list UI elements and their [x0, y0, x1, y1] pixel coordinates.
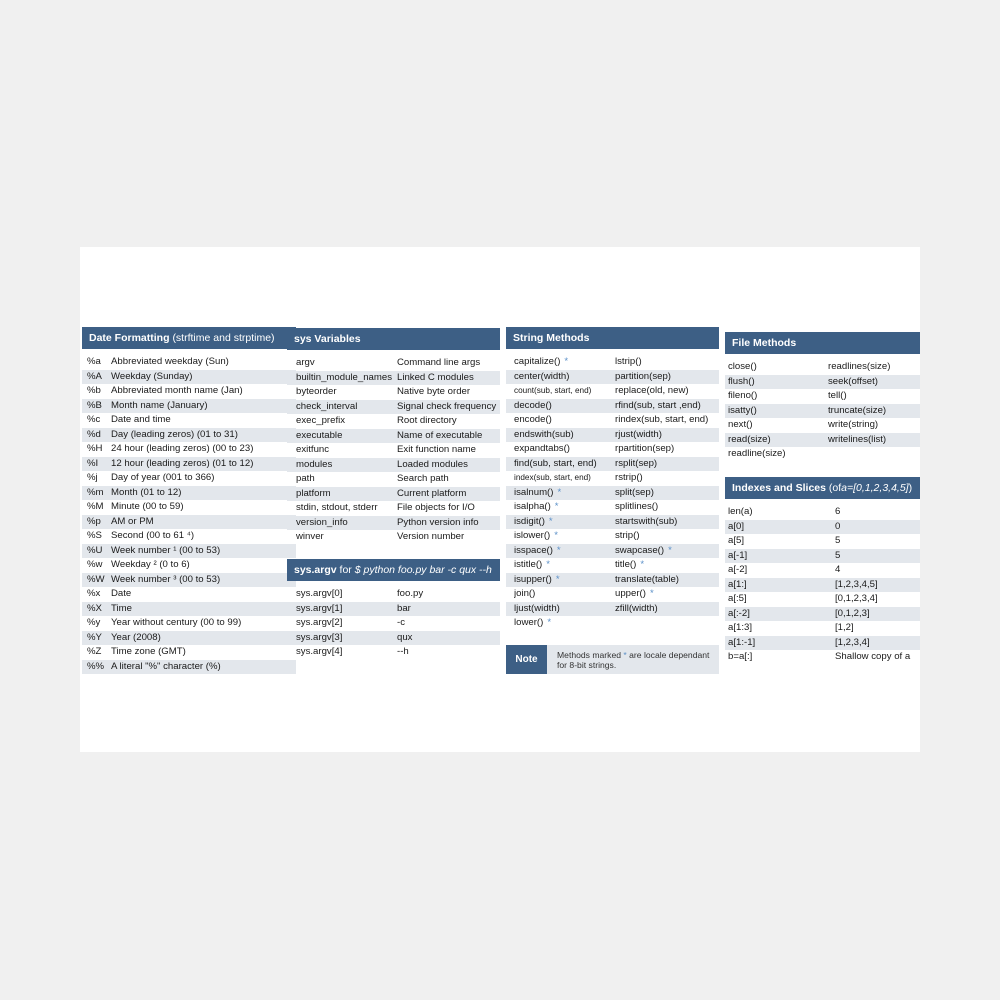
sys-variable-row	[287, 443, 500, 458]
sys-argv-for: for	[339, 564, 352, 576]
slice-expression: a[-2]	[728, 564, 748, 575]
sys-argv-title: sys.argv	[294, 564, 337, 576]
format-code: %%	[87, 660, 105, 672]
string-method-right: zfill(width)	[615, 602, 658, 614]
sys-variable-name: path	[296, 473, 315, 484]
slice-expression: a[0]	[728, 520, 745, 532]
format-description: Time	[111, 602, 132, 614]
slice-result: Shallow copy of a	[835, 651, 911, 662]
format-code: %a	[87, 356, 101, 367]
file-method-right: readlines(size)	[828, 361, 891, 372]
note-label: Note	[506, 645, 547, 674]
format-description: Weekday (Sunday)	[111, 370, 193, 382]
format-description: Day (leading zeros) (01 to 31)	[111, 428, 238, 440]
string-method-row	[506, 428, 719, 443]
sys-variables-title: sys Variables	[294, 333, 361, 345]
string-method-right: lstrip()	[615, 356, 642, 367]
slice-result: 0	[835, 520, 841, 532]
format-code: %d	[87, 428, 101, 440]
string-method-right-star: *	[649, 588, 654, 599]
string-method-left: capitalize()	[514, 356, 561, 367]
sys-variable-description: Search path	[397, 473, 449, 484]
format-description: AM or PM	[111, 515, 154, 527]
string-method-row	[506, 442, 719, 457]
date-format-row	[82, 384, 296, 399]
sys-argv-row	[287, 587, 500, 602]
string-method-right: swapcase()	[615, 544, 665, 556]
date-format-row	[82, 370, 296, 385]
file-methods-title: File Methods	[732, 337, 797, 349]
date-formatting-section	[82, 327, 296, 674]
sys-variable-description: Exit function name	[397, 444, 476, 455]
slice-expression: a[1:-1]	[728, 636, 756, 648]
date-format-row	[82, 529, 296, 544]
date-format-row	[82, 587, 296, 602]
slice-row	[725, 650, 920, 665]
sys-variables-section	[287, 328, 500, 545]
slice-row	[725, 592, 920, 607]
string-method-right: rpartition(sep)	[615, 443, 675, 454]
string-method-row	[506, 558, 719, 573]
file-method-left: isatty()	[728, 404, 757, 416]
string-method-right: title()	[615, 559, 637, 570]
string-method-left: isspace()	[514, 544, 553, 556]
format-description: Day of year (001 to 366)	[111, 472, 215, 483]
slice-row	[725, 621, 920, 636]
sys-argv-row	[287, 631, 500, 646]
slice-result: 5	[835, 535, 841, 546]
sys-argv-name: sys.argv[2]	[296, 617, 343, 628]
sys-variable-name: stdin, stdout, stderr	[296, 502, 378, 513]
string-method-left: center(width)	[514, 370, 570, 382]
date-format-row	[82, 645, 296, 660]
string-method-right: rsplit(sep)	[615, 457, 658, 469]
sys-variables-header	[287, 328, 500, 350]
string-method-left-star: *	[555, 573, 560, 585]
format-description: Month (01 to 12)	[111, 486, 182, 498]
string-method-row	[506, 413, 719, 428]
slice-result: [1,2,3,4]	[835, 636, 870, 648]
slice-expression: a[:5]	[728, 593, 747, 604]
sys-argv-name: sys.argv[4]	[296, 646, 343, 657]
string-method-row	[506, 399, 719, 414]
slice-expression: a[1:]	[728, 578, 747, 590]
indexes-slices-table	[725, 505, 920, 665]
sys-argv-value: foo.py	[397, 588, 424, 599]
date-format-row	[82, 500, 296, 515]
string-method-row	[506, 370, 719, 385]
format-code: %p	[87, 515, 101, 527]
sys-variable-name: version_info	[296, 516, 348, 528]
sys-argv-value: -c	[397, 617, 405, 628]
file-method-row	[725, 375, 920, 390]
sys-argv-section	[287, 559, 500, 660]
string-method-right: strip()	[615, 530, 640, 541]
string-method-left-star: *	[554, 530, 558, 541]
sys-variable-description: Linked C modules	[397, 371, 474, 383]
string-method-left: islower()	[514, 530, 551, 541]
string-method-row	[506, 500, 719, 515]
date-format-row	[82, 660, 296, 675]
sys-variable-description: Native byte order	[397, 386, 471, 397]
string-method-row	[506, 616, 719, 631]
sys-variable-name: exec_prefix	[296, 415, 346, 426]
string-method-right: partition(sep)	[615, 370, 671, 382]
string-method-right: replace(old, new)	[615, 385, 689, 396]
sys-variable-row	[287, 356, 500, 371]
date-format-row	[82, 428, 296, 443]
sys-variable-name: byteorder	[296, 386, 337, 397]
string-methods-section	[506, 327, 719, 631]
sys-variable-name: modules	[296, 458, 333, 470]
string-method-left: lower()	[514, 617, 544, 628]
date-format-row	[82, 616, 296, 631]
indexes-slices-title: Indexes and Slices	[732, 482, 826, 494]
format-description: A literal "%" character (%)	[111, 660, 221, 672]
sys-argv-header	[287, 559, 500, 581]
format-code: %M	[87, 501, 104, 512]
string-method-left-star: *	[546, 559, 550, 570]
format-code: %Y	[87, 631, 102, 643]
string-method-right: rstrip()	[615, 472, 643, 483]
sys-argv-value: --h	[397, 646, 409, 657]
string-method-left-star: *	[554, 501, 559, 512]
date-format-row	[82, 399, 296, 414]
format-description: Date	[111, 588, 132, 599]
format-code: %W	[87, 573, 105, 585]
file-method-left: close()	[728, 361, 757, 372]
string-method-right-star: *	[668, 544, 672, 556]
string-method-row	[506, 457, 719, 472]
sys-variable-name: executable	[296, 429, 343, 441]
string-method-left: isupper()	[514, 573, 552, 585]
string-method-left: index(sub, start, end)	[514, 473, 591, 482]
date-format-row	[82, 457, 296, 472]
date-format-row	[82, 471, 296, 486]
sys-variable-description: Name of executable	[397, 429, 483, 441]
file-method-right: tell()	[828, 390, 847, 401]
indexes-slices-subtitle-post: )	[908, 482, 913, 494]
date-format-row	[82, 442, 296, 457]
sys-variable-name: argv	[296, 357, 315, 368]
file-method-right: write(string)	[828, 419, 879, 430]
file-method-left: fileno()	[728, 390, 758, 401]
string-method-row	[506, 587, 719, 602]
date-format-row	[82, 558, 296, 573]
slice-result: [1,2,3,4,5]	[835, 578, 878, 590]
string-method-right: split(sep)	[615, 486, 654, 498]
format-description: Year (2008)	[111, 631, 161, 643]
date-formatting-subtitle: (strftime and strptime)	[172, 332, 275, 344]
note-text-before: Methods marked	[557, 650, 622, 660]
string-method-left: isdigit()	[514, 515, 545, 527]
sys-argv-name: sys.argv[3]	[296, 631, 343, 643]
string-method-left-star: *	[547, 617, 552, 628]
format-code: %w	[87, 559, 103, 570]
slice-row	[725, 607, 920, 622]
string-method-left: encode()	[514, 414, 552, 425]
format-code: %j	[87, 472, 98, 483]
format-code: %I	[87, 457, 99, 469]
string-method-row	[506, 486, 719, 501]
file-method-left: readline(size)	[728, 448, 786, 459]
file-method-row	[725, 418, 920, 433]
sys-variable-row	[287, 385, 500, 400]
string-method-left: count(sub, start, end)	[514, 386, 592, 395]
sys-variable-row	[287, 516, 500, 531]
string-methods-header	[506, 327, 719, 349]
string-methods-table	[506, 355, 719, 631]
sys-variable-description: Version number	[397, 531, 465, 542]
sys-variable-name: builtin_module_names	[296, 371, 392, 383]
sys-variable-row	[287, 501, 500, 516]
format-code: %B	[87, 399, 102, 411]
sys-variable-description: Loaded modules	[397, 458, 468, 470]
file-method-row	[725, 389, 920, 404]
sys-argv-name: sys.argv[0]	[296, 588, 343, 599]
date-format-row	[82, 631, 296, 646]
sys-variable-row	[287, 530, 500, 545]
format-description: Abbreviated month name (Jan)	[111, 385, 243, 396]
string-method-row	[506, 529, 719, 544]
format-code: %y	[87, 617, 101, 628]
format-code: %b	[87, 385, 101, 396]
slice-expression: a[1:3]	[728, 622, 753, 633]
file-method-left: flush()	[728, 375, 755, 387]
slice-result: [0,1,2,3,4]	[835, 593, 878, 604]
string-method-left-star: *	[557, 486, 562, 498]
format-description: Weekday ² (0 to 6)	[111, 559, 190, 570]
date-format-row	[82, 413, 296, 428]
file-method-row	[725, 447, 920, 462]
sys-argv-row	[287, 645, 500, 660]
sys-variables-table	[287, 356, 500, 545]
string-method-row	[506, 471, 719, 486]
format-description: Minute (00 to 59)	[111, 501, 184, 512]
string-method-row	[506, 544, 719, 559]
date-format-row	[82, 602, 296, 617]
string-method-right-star: *	[640, 559, 645, 570]
sys-variable-row	[287, 458, 500, 473]
string-method-left: decode()	[514, 399, 552, 411]
sys-variable-row	[287, 400, 500, 415]
sys-argv-command: $ python foo.py bar -c qux --h	[354, 564, 492, 576]
file-method-left: read(size)	[728, 433, 771, 445]
string-method-right: splitlines()	[615, 501, 659, 512]
string-method-left: isalpha()	[514, 501, 551, 512]
indexes-slices-section	[725, 477, 920, 665]
date-format-row	[82, 355, 296, 370]
sys-variable-description: Signal check frequency	[397, 400, 497, 412]
file-method-left: next()	[728, 419, 753, 430]
format-code: %c	[87, 414, 101, 425]
sys-variable-description: Current platform	[397, 487, 467, 499]
sys-argv-table	[287, 587, 500, 660]
date-format-row	[82, 573, 296, 588]
sys-variable-description: File objects for I/O	[397, 502, 475, 513]
string-methods-title: String Methods	[513, 332, 590, 344]
slice-result: [0,1,2,3]	[835, 607, 870, 619]
slice-result: 6	[835, 506, 841, 517]
note-text-after: are locale dependant for 8-bit strings.	[557, 650, 710, 670]
sys-variable-row	[287, 487, 500, 502]
format-code: %S	[87, 530, 102, 541]
file-methods-table	[725, 360, 920, 462]
format-code: %x	[87, 588, 101, 599]
file-method-right: truncate(size)	[828, 404, 887, 416]
format-description: 24 hour (leading zeros) (00 to 23)	[111, 443, 254, 454]
format-code: %m	[87, 486, 104, 498]
slice-row	[725, 534, 920, 549]
slice-result: 4	[835, 564, 841, 575]
date-formatting-title: Date Formatting	[89, 332, 170, 344]
string-method-left: expandtabs()	[514, 443, 570, 454]
sys-argv-value: bar	[397, 602, 411, 614]
format-code: %Z	[87, 646, 102, 657]
string-method-left: endswith(sub)	[514, 428, 574, 440]
format-description: Second (00 to 61 ⁴)	[111, 530, 195, 541]
note-box	[506, 645, 719, 674]
file-methods-header	[725, 332, 920, 354]
sys-variable-row	[287, 472, 500, 487]
sys-variable-row	[287, 414, 500, 429]
date-format-row	[82, 515, 296, 530]
string-method-left: isalnum()	[514, 486, 554, 498]
string-method-row	[506, 384, 719, 399]
date-format-row	[82, 544, 296, 559]
file-methods-section	[725, 332, 920, 462]
slice-expression: a[5]	[728, 535, 745, 546]
string-method-left-star: *	[556, 544, 561, 556]
string-method-right: rindex(sub, start, end)	[615, 414, 709, 425]
sys-argv-name: sys.argv[1]	[296, 602, 343, 614]
slice-row	[725, 636, 920, 651]
sys-argv-row	[287, 602, 500, 617]
date-format-row	[82, 486, 296, 501]
sys-variable-row	[287, 371, 500, 386]
slice-row	[725, 563, 920, 578]
slice-result: [1,2]	[835, 622, 854, 633]
slice-result: 5	[835, 549, 841, 561]
format-description: Week number ³ (00 to 53)	[111, 573, 221, 585]
string-method-right: upper()	[615, 588, 646, 599]
string-method-right: rfind(sub, start ,end)	[615, 399, 701, 411]
cheat-sheet-poster	[80, 247, 920, 752]
sys-variable-name: exitfunc	[296, 444, 330, 455]
sys-variable-description: Root directory	[397, 415, 457, 426]
format-description: Abbreviated weekday (Sun)	[111, 356, 229, 367]
slice-expression: len(a)	[728, 506, 753, 517]
string-method-right: startswith(sub)	[615, 515, 678, 527]
string-method-row	[506, 573, 719, 588]
string-method-row	[506, 602, 719, 617]
format-description: Time zone (GMT)	[111, 646, 186, 657]
slice-row	[725, 549, 920, 564]
indexes-slices-subtitle-pre: (of	[828, 482, 842, 494]
date-formatting-table	[82, 355, 296, 674]
string-method-row	[506, 355, 719, 370]
format-description: 12 hour (leading zeros) (01 to 12)	[111, 457, 254, 469]
format-code: %U	[87, 544, 103, 556]
format-description: Week number ¹ (00 to 53)	[111, 544, 221, 556]
sys-argv-row	[287, 616, 500, 631]
sys-variable-name: check_interval	[296, 400, 358, 412]
note-star: *	[623, 650, 627, 660]
string-method-left: find(sub, start, end)	[514, 457, 597, 469]
file-method-row	[725, 404, 920, 419]
sys-variable-row	[287, 429, 500, 444]
string-method-left-star: *	[548, 515, 553, 527]
string-method-right: rjust(width)	[615, 428, 662, 440]
string-method-left: join()	[514, 588, 536, 599]
format-description: Month name (January)	[111, 399, 208, 411]
file-method-right: seek(offset)	[828, 375, 878, 387]
indexes-slices-subtitle-expr: a=[0,1,2,3,4,5]	[841, 482, 909, 494]
string-method-row	[506, 515, 719, 530]
file-method-right: writelines(list)	[828, 433, 887, 445]
slice-expression: b=a[:]	[728, 651, 753, 662]
string-method-left: ljust(width)	[514, 602, 560, 614]
sys-argv-value: qux	[397, 631, 413, 643]
sys-variable-name: winver	[296, 531, 324, 542]
file-method-row	[725, 360, 920, 375]
format-code: %H	[87, 443, 103, 454]
string-method-left: istitle()	[514, 559, 543, 570]
slice-row	[725, 505, 920, 520]
string-method-left-star: *	[564, 356, 569, 367]
sys-variable-description: Python version info	[397, 516, 479, 528]
format-code: %X	[87, 602, 102, 614]
format-code: %A	[87, 370, 102, 382]
slice-expression: a[:-2]	[728, 607, 750, 619]
format-description: Year without century (00 to 99)	[111, 617, 242, 628]
note-text	[557, 650, 717, 670]
date-formatting-header	[82, 327, 296, 349]
sys-variable-description: Command line args	[397, 357, 481, 368]
sys-variable-name: platform	[296, 487, 331, 499]
indexes-slices-header	[725, 477, 920, 499]
file-method-row	[725, 433, 920, 448]
slice-row	[725, 520, 920, 535]
slice-expression: a[-1]	[728, 549, 748, 561]
slice-row	[725, 578, 920, 593]
string-method-right: translate(table)	[615, 573, 679, 585]
format-description: Date and time	[111, 414, 171, 425]
